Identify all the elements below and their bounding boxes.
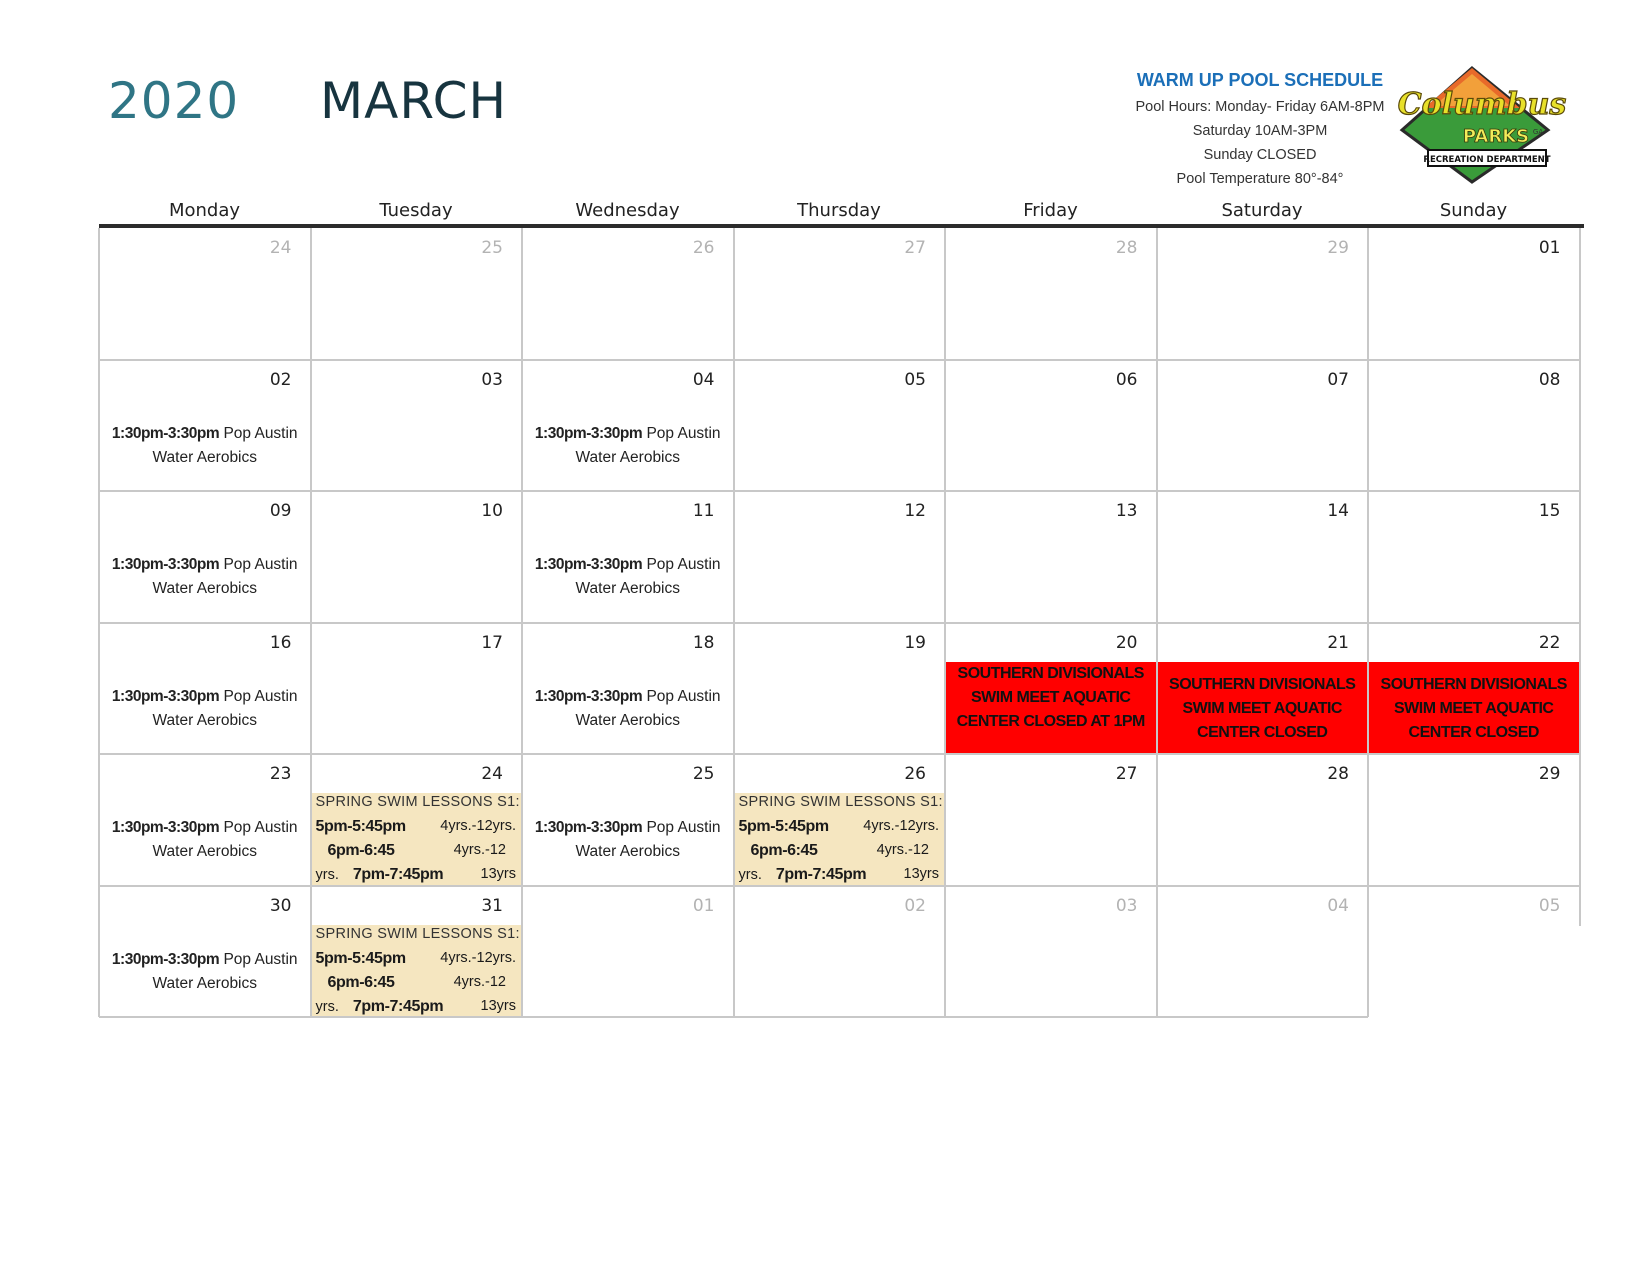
day-number: 30 bbox=[269, 895, 292, 916]
day-number: 05 bbox=[1538, 895, 1561, 916]
day-number: 06 bbox=[1115, 369, 1138, 390]
day-number: 13 bbox=[1115, 501, 1138, 521]
day-number: 27 bbox=[1115, 764, 1138, 784]
day-cell bbox=[311, 754, 523, 886]
lessons-age-3: 13yrs bbox=[903, 866, 939, 882]
day-number: 26 bbox=[692, 238, 715, 258]
day-number: 17 bbox=[481, 632, 503, 653]
svg-text:RECREATION DEPARTMENT: RECREATION DEPARTMENT bbox=[1423, 155, 1551, 165]
lessons-age-2: 4yrs.-12 bbox=[876, 842, 929, 858]
dow-monday: Monday bbox=[168, 200, 241, 221]
water-aerobics-event bbox=[522, 422, 734, 470]
day-cell bbox=[1368, 886, 1580, 1018]
pool-schedule-title: WARM UP POOL SCHEDULE bbox=[1136, 70, 1384, 90]
grid-col-line bbox=[1579, 228, 1581, 926]
event-time: 1:30pm-3:30pm bbox=[534, 424, 643, 442]
day-number: 01 bbox=[692, 895, 715, 916]
year-title: 2020 bbox=[108, 72, 240, 130]
lessons-age-1: 4yrs.-12yrs. bbox=[863, 818, 939, 834]
grid-row-line bbox=[99, 753, 1580, 755]
event-title: Water Aerobics bbox=[152, 974, 258, 992]
lessons-time-3: 7pm-7:45pm bbox=[352, 866, 444, 883]
day-cell bbox=[734, 360, 946, 492]
day-cell bbox=[945, 360, 1157, 492]
dow-thursday: Thursday bbox=[797, 200, 881, 221]
day-number: 27 bbox=[904, 238, 926, 258]
day-number: 21 bbox=[1327, 632, 1349, 653]
lessons-age-2: 4yrs.-12 bbox=[453, 973, 506, 990]
water-aerobics-event bbox=[99, 948, 311, 996]
day-cell bbox=[1368, 228, 1580, 360]
event-instructor: Pop Austin bbox=[219, 819, 298, 836]
day-number: 10 bbox=[481, 501, 503, 521]
lessons-age-3: 13yrs bbox=[480, 997, 516, 1014]
lessons-time-2: 6pm-6:45 bbox=[750, 842, 818, 859]
dow-tuesday: Tuesday bbox=[379, 200, 453, 221]
event-time: 1:30pm-3:30pm bbox=[534, 687, 643, 705]
water-aerobics-event bbox=[522, 685, 734, 733]
day-number: 02 bbox=[904, 895, 926, 916]
lessons-age-2: 4yrs.-12 bbox=[453, 842, 506, 858]
day-cell bbox=[99, 886, 311, 1018]
lessons-title: SPRING SWIM LESSONS S1: bbox=[738, 794, 943, 810]
lessons-title: SPRING SWIM LESSONS S1: bbox=[315, 794, 520, 810]
day-cell bbox=[522, 228, 734, 360]
event-time: 1:30pm-3:30pm bbox=[534, 556, 643, 573]
day-cell bbox=[1157, 228, 1369, 360]
day-number: 03 bbox=[1115, 895, 1138, 916]
day-cell bbox=[99, 228, 311, 360]
day-cell bbox=[1157, 491, 1369, 623]
day-number: 12 bbox=[904, 501, 926, 521]
day-cell bbox=[311, 360, 523, 492]
pool-info bbox=[1110, 70, 1410, 191]
event-time: 1:30pm-3:30pm bbox=[534, 819, 643, 836]
event-instructor: Pop Austin bbox=[219, 950, 298, 968]
lessons-time-1: 5pm-5:45pm bbox=[315, 818, 406, 835]
event-time: 1:30pm-3:30pm bbox=[111, 819, 220, 836]
day-number: 19 bbox=[904, 632, 926, 653]
lessons-time-3: 7pm-7:45pm bbox=[775, 866, 867, 883]
dow-saturday: Saturday bbox=[1221, 200, 1303, 221]
day-number: 04 bbox=[1327, 895, 1349, 916]
day-cell bbox=[734, 886, 946, 1018]
day-cell bbox=[945, 491, 1157, 623]
day-cell bbox=[1368, 754, 1580, 886]
event-instructor: Pop Austin bbox=[219, 424, 298, 442]
closure-alert: SOUTHERN DIVISIONALS SWIM MEET AQUATIC CENTER CLOSED bbox=[1368, 662, 1580, 755]
month-title: MARCH bbox=[320, 72, 508, 130]
lessons-time-2: 6pm-6:45 bbox=[327, 842, 395, 859]
svg-text:GA: GA bbox=[1532, 128, 1544, 136]
day-cell bbox=[1157, 886, 1369, 1018]
day-number: 29 bbox=[1538, 764, 1561, 784]
day-number: 25 bbox=[481, 238, 503, 258]
dow-friday: Friday bbox=[1023, 200, 1078, 221]
day-cell bbox=[99, 754, 311, 886]
day-number: 01 bbox=[1538, 238, 1561, 258]
day-cell bbox=[311, 623, 523, 755]
day-number: 03 bbox=[481, 369, 503, 390]
event-title: Water Aerobics bbox=[575, 448, 681, 466]
day-number: 28 bbox=[1327, 764, 1349, 784]
event-title: Water Aerobics bbox=[152, 448, 258, 466]
days-of-week-header bbox=[99, 200, 1584, 224]
day-cell bbox=[734, 491, 946, 623]
lessons-time-2: 6pm-6:45 bbox=[327, 973, 395, 991]
day-cell bbox=[1368, 491, 1580, 623]
event-title: Water Aerobics bbox=[152, 843, 258, 860]
day-number: 11 bbox=[692, 501, 715, 521]
event-instructor: Pop Austin bbox=[642, 556, 721, 573]
closure-alert: SOUTHERN DIVISIONALS SWIM MEET AQUATIC CENTER CLOSED bbox=[1157, 662, 1369, 755]
water-aerobics-event bbox=[99, 685, 311, 733]
day-cell bbox=[734, 228, 946, 360]
columbus-parks-logo bbox=[1397, 64, 1567, 190]
day-number: 09 bbox=[269, 501, 292, 521]
event-time: 1:30pm-3:30pm bbox=[111, 424, 220, 442]
day-cell bbox=[522, 754, 734, 886]
event-instructor: Pop Austin bbox=[219, 556, 298, 573]
day-cell bbox=[99, 360, 311, 492]
lessons-time-3: 7pm-7:45pm bbox=[352, 997, 444, 1015]
event-time: 1:30pm-3:30pm bbox=[111, 556, 220, 573]
dow-sunday: Sunday bbox=[1439, 200, 1508, 221]
pool-hours: Pool Hours: Monday- Friday 6AM-8PM bbox=[1135, 99, 1385, 115]
grid-col-line bbox=[1367, 228, 1369, 1017]
grid-col-line bbox=[310, 228, 312, 1017]
day-cell bbox=[1368, 623, 1580, 755]
day-number: 24 bbox=[481, 764, 503, 784]
day-number: 04 bbox=[692, 369, 715, 390]
pool-saturday-hours: Saturday 10AM-3PM bbox=[1192, 123, 1328, 139]
day-number: 20 bbox=[1115, 632, 1138, 653]
day-cell bbox=[99, 623, 311, 755]
day-cell bbox=[1368, 360, 1580, 492]
day-number: 14 bbox=[1327, 501, 1349, 521]
event-title: Water Aerobics bbox=[152, 711, 258, 729]
day-cell bbox=[734, 623, 946, 755]
closure-alert: SOUTHERN DIVISIONALS SWIM MEET AQUATIC CENTER CLOSED AT 1PM bbox=[945, 662, 1157, 755]
day-number: 02 bbox=[269, 369, 292, 390]
grid-col-line bbox=[1156, 228, 1158, 1017]
svg-text:Columbus: Columbus bbox=[1397, 87, 1567, 122]
day-cell bbox=[522, 623, 734, 755]
day-cell bbox=[522, 491, 734, 623]
svg-text:PARKS: PARKS bbox=[1462, 126, 1530, 147]
event-instructor: Pop Austin bbox=[642, 424, 721, 442]
lessons-age-3: 13yrs bbox=[480, 866, 516, 882]
event-time: 1:30pm-3:30pm bbox=[111, 950, 220, 968]
day-number: 23 bbox=[269, 764, 292, 784]
lessons-yrs: yrs. bbox=[738, 867, 762, 883]
day-number: 24 bbox=[269, 238, 292, 258]
event-instructor: Pop Austin bbox=[642, 819, 721, 836]
swim-lessons-event bbox=[734, 793, 946, 886]
day-number: 28 bbox=[1115, 238, 1138, 258]
day-cell bbox=[734, 754, 946, 886]
swim-lessons-event bbox=[311, 925, 523, 1018]
event-title: Water Aerobics bbox=[575, 843, 681, 860]
grid-col-line bbox=[944, 228, 946, 1017]
lessons-yrs: yrs. bbox=[315, 867, 339, 883]
lessons-time-1: 5pm-5:45pm bbox=[315, 949, 406, 967]
day-number: 31 bbox=[481, 895, 503, 916]
dow-wednesday: Wednesday bbox=[575, 200, 680, 221]
lessons-time-1: 5pm-5:45pm bbox=[738, 818, 829, 835]
day-number: 05 bbox=[904, 369, 926, 390]
day-number: 25 bbox=[692, 764, 715, 784]
day-cell bbox=[945, 754, 1157, 886]
day-cell bbox=[945, 623, 1157, 755]
day-cell bbox=[311, 228, 523, 360]
water-aerobics-event bbox=[99, 553, 311, 601]
day-cell bbox=[522, 886, 734, 1018]
day-number: 22 bbox=[1538, 632, 1561, 653]
lessons-title: SPRING SWIM LESSONS S1: bbox=[315, 925, 520, 942]
pool-sunday-hours: Sunday CLOSED bbox=[1203, 147, 1317, 163]
event-instructor: Pop Austin bbox=[219, 687, 298, 705]
day-cell bbox=[945, 228, 1157, 360]
day-number: 18 bbox=[692, 632, 715, 653]
pool-temperature: Pool Temperature 80°-84° bbox=[1176, 171, 1344, 187]
grid-row-line bbox=[99, 885, 1580, 887]
event-instructor: Pop Austin bbox=[642, 687, 721, 705]
grid-col-line bbox=[521, 228, 523, 1017]
event-title: Water Aerobics bbox=[575, 711, 681, 729]
day-cell bbox=[945, 886, 1157, 1018]
day-number: 08 bbox=[1538, 369, 1561, 390]
lessons-age-1: 4yrs.-12yrs. bbox=[440, 818, 516, 834]
event-title: Water Aerobics bbox=[575, 580, 681, 597]
water-aerobics-event bbox=[522, 816, 734, 864]
day-cell bbox=[99, 491, 311, 623]
water-aerobics-event bbox=[99, 422, 311, 470]
day-cell bbox=[522, 360, 734, 492]
grid-row-line bbox=[99, 490, 1580, 492]
swim-lessons-event bbox=[311, 793, 523, 886]
day-cell bbox=[311, 491, 523, 623]
day-cell bbox=[1157, 360, 1369, 492]
grid-col-line bbox=[733, 228, 735, 1017]
day-cell bbox=[1157, 623, 1369, 755]
grid-row-line bbox=[99, 622, 1580, 624]
day-number: 26 bbox=[904, 764, 926, 784]
day-number: 07 bbox=[1327, 369, 1349, 390]
event-title: Water Aerobics bbox=[152, 580, 258, 597]
event-time: 1:30pm-3:30pm bbox=[111, 687, 220, 705]
day-number: 15 bbox=[1538, 501, 1561, 521]
water-aerobics-event bbox=[99, 816, 311, 864]
day-number: 16 bbox=[269, 632, 292, 653]
grid-row-line bbox=[99, 359, 1580, 361]
lessons-age-1: 4yrs.-12yrs. bbox=[440, 949, 516, 966]
day-cell bbox=[311, 886, 523, 1018]
lessons-yrs: yrs. bbox=[315, 998, 339, 1015]
day-cell bbox=[1157, 754, 1369, 886]
day-number: 29 bbox=[1327, 238, 1349, 258]
grid-col-line bbox=[98, 228, 100, 1017]
water-aerobics-event bbox=[522, 553, 734, 601]
